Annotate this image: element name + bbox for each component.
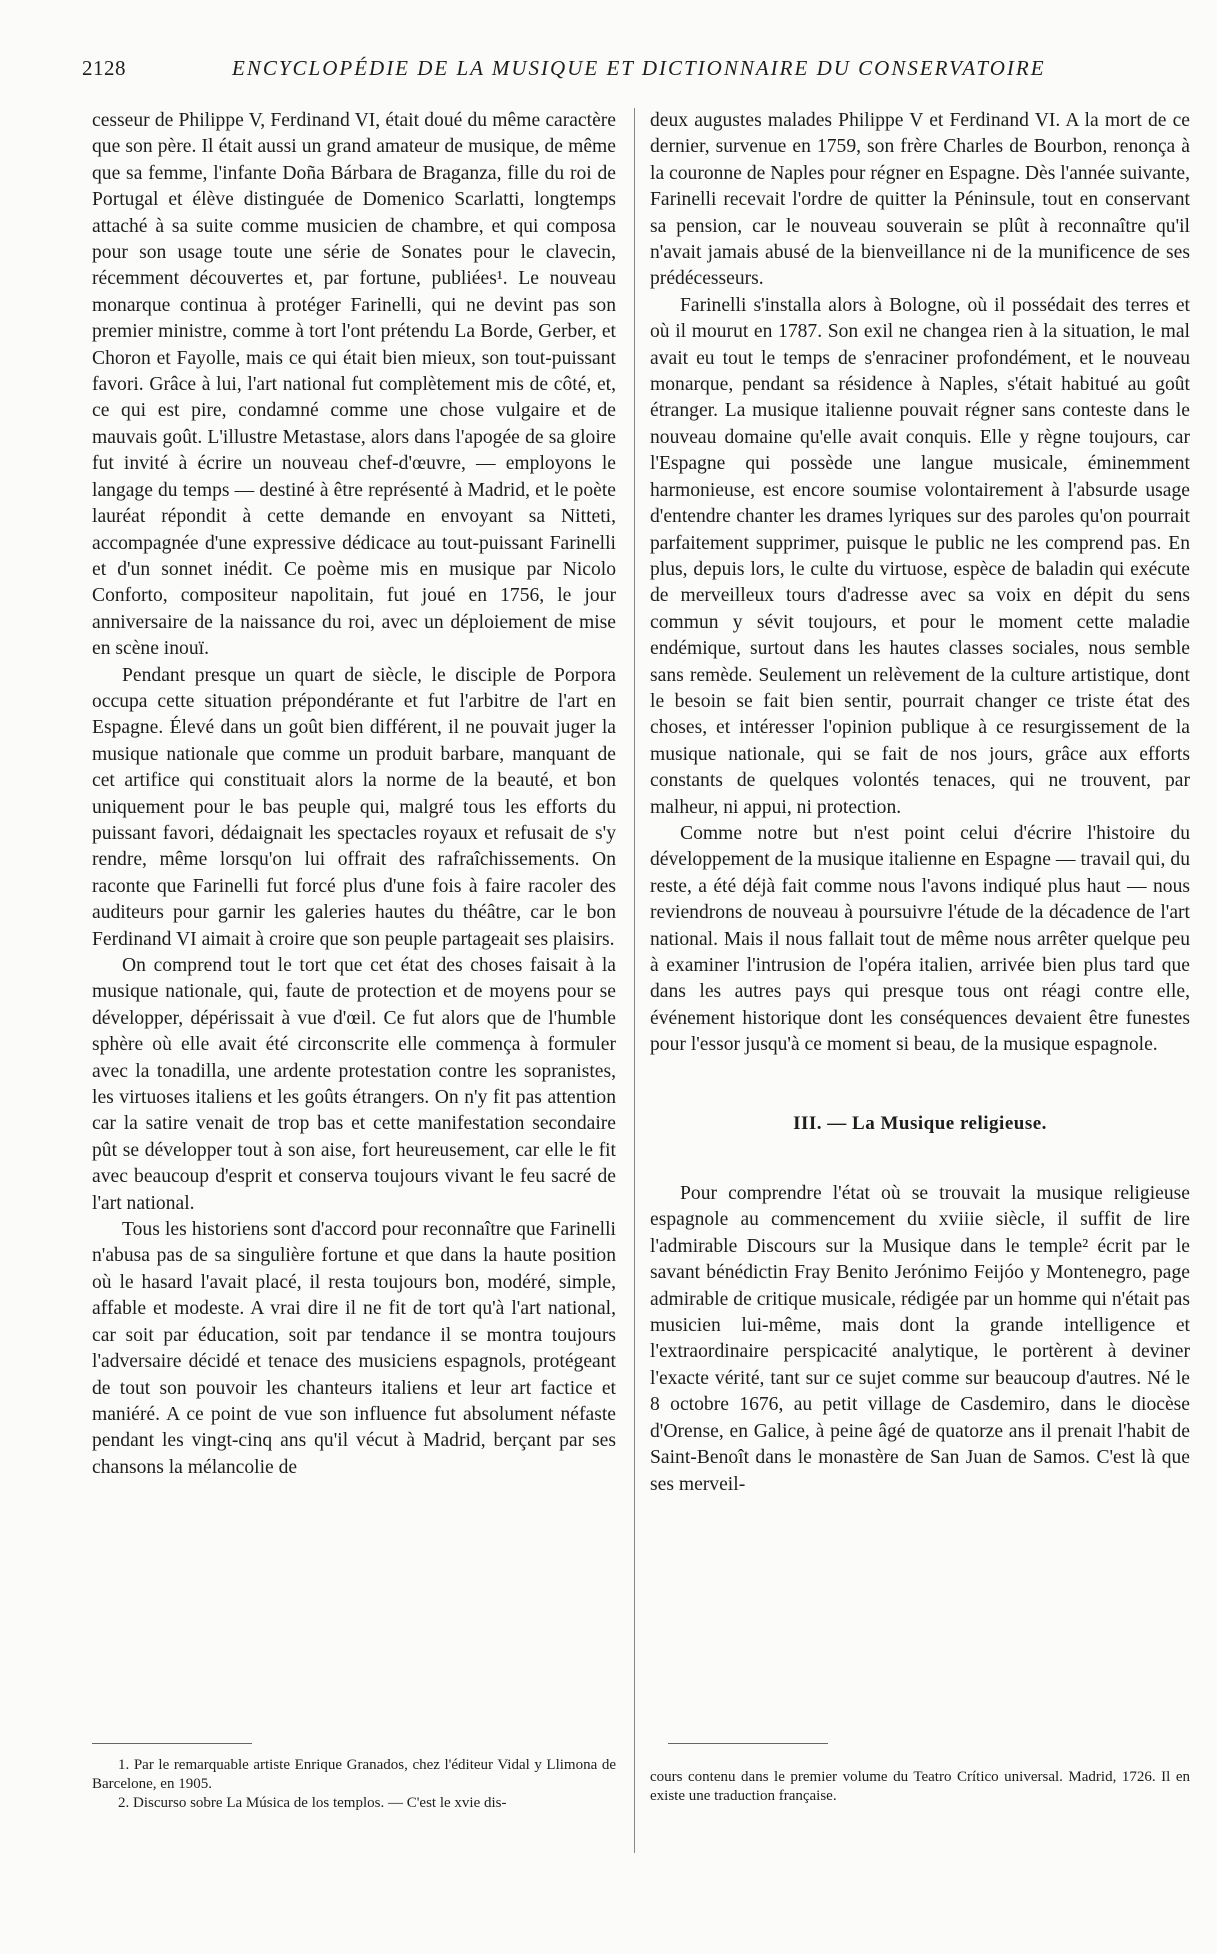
paragraph: Tous les historiens sont d'accord pour reconnaître que Farinelli n'abusa pas de sa singulière fortune et que dans la haute position où le hasard l'avait placé, il resta toujours bon, modéré, simple, affable et modeste. A vrai dire il ne fit de tort qu'à l'art national, car soit par éducation, soit par tendance il se montra toujours l'adversaire décidé et tenace des musiciens espagnols, protégeant de tout son pouvoir les chanteurs italiens et leur art factice et maniéré. A ce point de vue son influence fut absolument néfaste pendant les vingt-cinq ans qu'il vécut à Madrid, berçant par ses chansons la mélancolie de <box>92 1219 616 1478</box>
footnote-rule <box>92 1743 252 1744</box>
paragraph: Comme notre but n'est point celui d'écrire l'histoire du développement de la musique italienne en Espagne — travail qui, du reste, a été déjà fait comme nous l'avons indiqué plus haut — nous reviendrons de nouveau à poursuivre l'étude de la décadence de l'art national. Mais il nous fallait tout de même nous arrêter quelque peu à examiner l'intrusion de l'opéra italien, arrivée bien plus tard que dans les autres pays qui presque tous ont réagi contre elle, événement historique dont les conséquences devaient être funestes pour l'essor jusqu'à ce moment si beau, de la musique espagnole. <box>650 822 1190 1056</box>
paragraph: On comprend tout le tort que cet état des choses faisait à la musique nationale, qui, faute de protection et de moyens pour se développer, dépérissait à vue d'œil. Ce fut alors que de l'humble sphère où elle avait été circonscrite elle commença à formuler avec la tonadilla, une ardente protestation contre les sopranistes, les virtuoses italiens et les goûts étrangers. On n'y fit pas attention car la satire venait de trop bas et cette manifestation secondaire pût se développer tout à son aise, fort heureusement, car elle le fit avec beaucoup d'esprit et conserva toujours vivant le feu sacré de l'art national. <box>92 955 616 1214</box>
right-column <box>650 108 1190 1498</box>
footnote: cours contenu dans le premier volume du Teatro Crítico universal. Madrid, 1726. Il en existe une traduction française. <box>650 1769 1190 1804</box>
page-number: 2128 <box>82 56 126 80</box>
footnote-rule <box>668 1743 828 1744</box>
running-title: ENCYCLOPÉDIE DE LA MUSIQUE ET DICTIONNAIRE DU CONSERVATOIRE <box>232 56 1046 80</box>
paragraph: deux augustes malades Philippe V et Ferdinand VI. A la mort de ce dernier, survenue en 1759, son frère Charles de Bourbon, renonça à la couronne de Naples pour régner en Espagne. Dès l'année suivante, Farinelli recevait l'ordre de quitter la Péninsule, tout en conservant sa pension, car le nouveau souverain se plût à reconnaître qu'il n'avait jamais abusé de la bienveillance ni de la munificence de ses prédécesseurs. <box>650 110 1190 290</box>
section-heading: III. — La Musique religieuse. <box>793 1112 1047 1134</box>
footnote: 1. Par le remarquable artiste Enrique Granados, chez l'éditeur Vidal y Llimona de Barcelone, en 1905. <box>92 1757 616 1792</box>
paragraph: Pendant presque un quart de siècle, le disciple de Porpora occupa cette situation prépondérante et fut l'arbitre de l'art en Espagne. Élevé dans un goût bien différent, il ne pouvait juger la musique nationale que comme un produit barbare, manquant de cet artifice qui constituait alors la norme de la beauté, et bon uniquement pour le bas peuple qui, malgré tous les efforts du puissant favori, dédaignait les spectacles royaux et refusait de s'y rendre, même lorsqu'on lui offrait des rafraîchissements. On raconte que Farinelli fut forcé plus d'une fois à faire racoler des auditeurs pour garnir les galeries hautes du théâtre, car le bon Ferdinand VI aimait à croire que son peuple partageait ses plaisirs. <box>92 664 616 950</box>
paragraph: cesseur de Philippe V, Ferdinand VI, était doué du même caractère que son père. Il était aussi un grand amateur de musique, de même que sa femme, l'infante Doña Bárbara de Braganza, fille du roi de Portugal et élève distinguée de Domenico Scarlatti, longtemps attaché à sa suite comme musicien de chambre, et qui composa pour son usage toute une série de Sonates pour le clavecin, récemment découvertes et, par fortune, publiées¹. Le nouveau monarque continua à protéger Farinelli, qui ne devint pas son premier ministre, comme à tort l'ont prétendu La Borde, Gerber, et Choron et Fayolle, mais ce qui était bien mieux, son tout-puissant favori. Grâce à lui, l'art national fut complètement mis de côté, et, ce qui est pire, condamné comme une chose vulgaire et de mauvais goût. L'illustre Metastase, alors dans l'apogée de sa gloire fut invité à écrire un nouveau chef-d'œuvre, — employons le langage du temps — destiné à être représenté à Madrid, et le poète lauréat répondit à cette demande en envoyant sa Nitteti, accompagnée d'une expressive dédicace au tout-puissant Farinelli et d'un sonnet inédit. Ce poème mis en musique par Nicolo Conforto, compositeur napolitain, fut joué en 1756, le jour anniversaire de la naissance du roi, avec un déploiement de mise en scène inouï. <box>92 110 616 660</box>
footnote: 2. Discurso sobre La Música de los templos. — C'est le xvie dis- <box>118 1795 507 1811</box>
left-column <box>92 108 616 1481</box>
footnotes-left <box>92 1756 616 1813</box>
page-header <box>82 56 1192 90</box>
paragraph: Pour comprendre l'état où se trouvait la musique religieuse espagnole au commencement du xviiie siècle, il suffit de lire l'admirable Discours sur la Musique dans le temple² écrit par le savant bénédictin Fray Benito Jerónimo Feijóo y Montenegro, page admirable de critique musicale, rédigée par un homme qui n'était pas musicien lui-même, mais dont la grande intelligence et l'extraordinaire perspicacité analytique, le portèrent à deviner l'exacte vérité, tant sur ce sujet comme sur beaucoup d'autres. Né le 8 octobre 1676, au petit village de Casdemiro, dans le diocèse d'Orense, en Galice, à peine âgé de quatorze ans il prenait l'habit de Saint-Benoît dans le monastère de San Juan de Samos. C'est là que ses merveil- <box>650 1183 1190 1495</box>
column-divider <box>634 108 635 1853</box>
paragraph: Farinelli s'installa alors à Bologne, où il possédait des terres et où il mourut en 1787. Son exil ne changea rien à la situation, le mal avait eu tout le temps de s'enraciner profondément, et le nouveau monarque, pendant sa résidence à Naples, s'était habitué au goût étranger. La musique italienne pouvait régner sans conteste dans le nouveau domaine qu'elle avait conquis. Elle y règne toujours, car l'Espagne qui possède une langue musicale, éminemment harmonieuse, est encore soumise volontairement à l'absurde usage d'entendre chanter les drames lyriques sur des paroles qu'on pourrait parfaitement supprimer, puisque le public ne les comprend pas. En plus, depuis lors, le culte du virtuose, espèce de baladin qui exécute de merveilleux tours d'adresse avec sa voix en dépit du sens commun y sévit toujours, et pour le moment cette maladie endémique, surtout dans les hautes classes sociales, nous semble sans remède. Seulement un relèvement de la culture artistique, dont le besoin se fait bien sentir, pourrait changer ce triste état des choses, et intéresser l'opinion publique à ce resurgissement de la musique nationale, qui se fait de nos jours, grâce aux efforts constants de quelques volontés tenaces, qui ne trouvent, par malheur, ni appui, ni protection. <box>650 294 1190 818</box>
footnotes-right <box>650 1768 1190 1806</box>
